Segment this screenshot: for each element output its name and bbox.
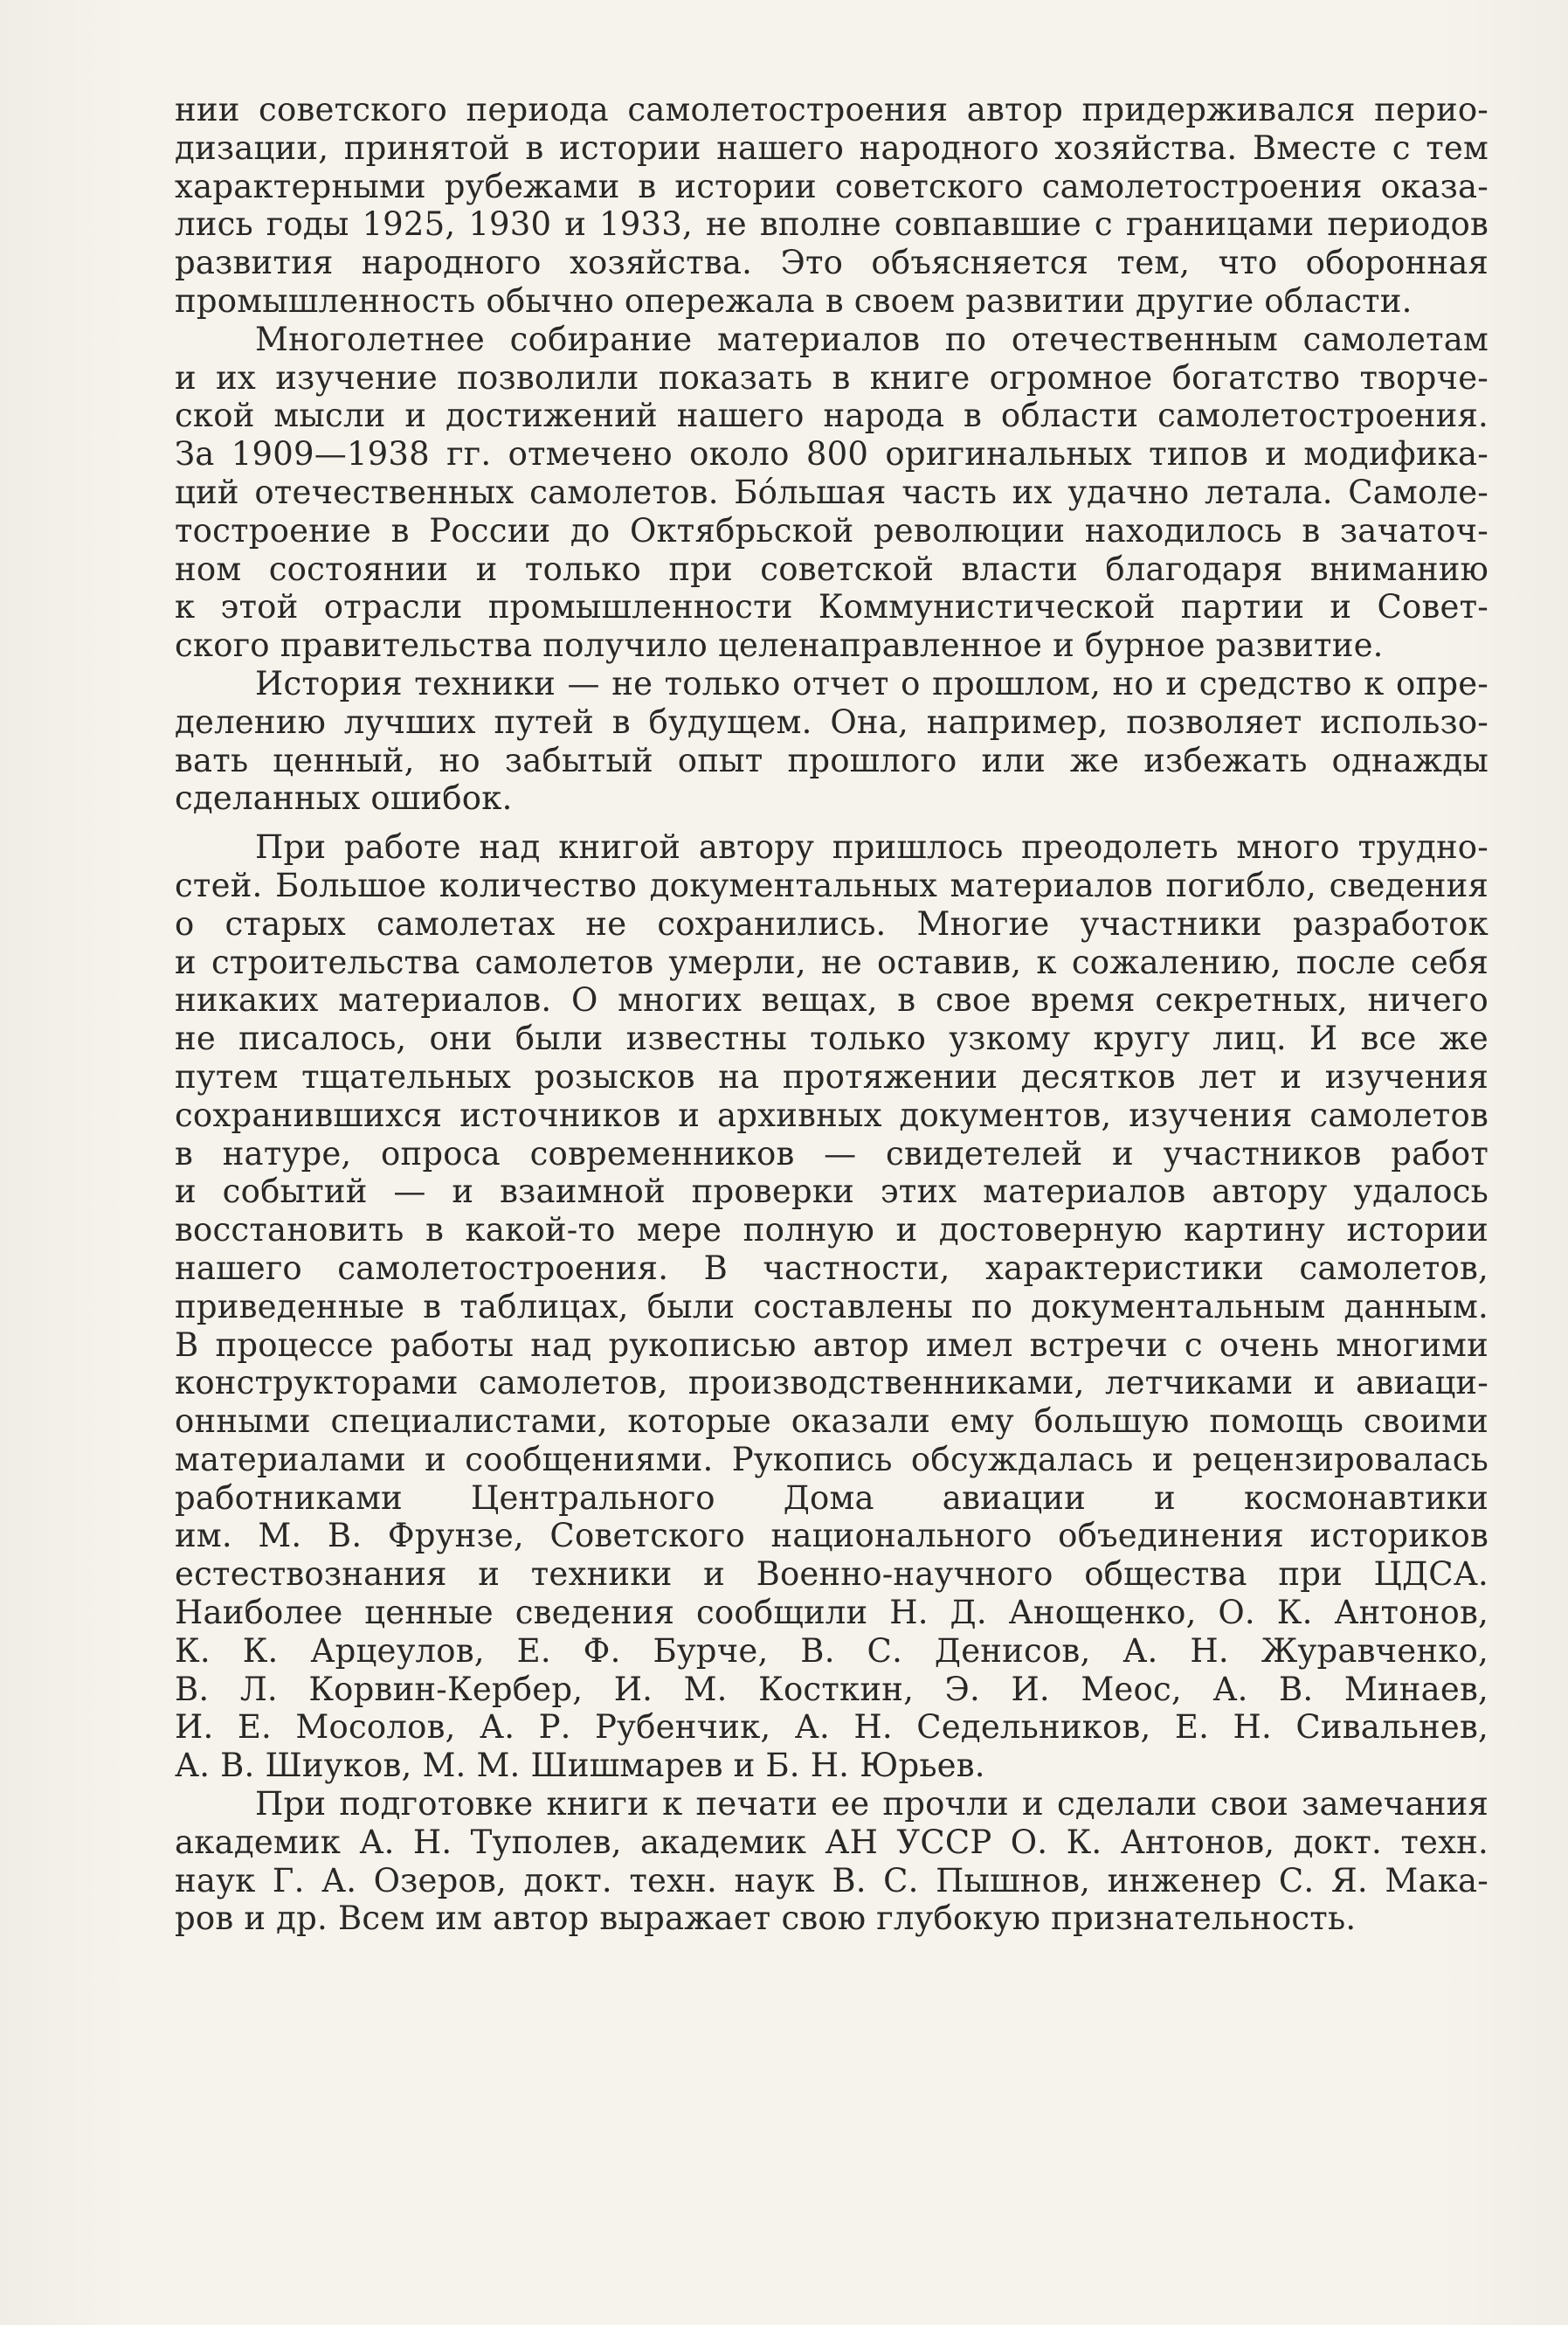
text-line: ского правительства получило целенаправленное и бурное развитие. [175, 626, 1384, 665]
paragraph [175, 665, 1489, 818]
text-line: онными специалистами, которые оказали ему большую помощь своими [175, 1402, 1489, 1441]
text-line: характерными рубежами в истории советского самолетостроения оказа- [175, 167, 1489, 205]
text-line: приведенные в таблицах, были составлены по документальным данным. [175, 1287, 1489, 1325]
text-line: вать ценный, но забытый опыт прошлого или же избежать однажды [175, 741, 1489, 779]
text-line: А. В. Шиуков, М. М. Шишмарев и Б. Н. Юрьев. [175, 1747, 985, 1785]
text-line: В. Л. Корвин-Кербер, И. М. Косткин, Э. И. Меос, А. В. Минаев, [175, 1670, 1489, 1708]
text-line: сохранившихся источников и архивных документов, изучения самолетов [175, 1096, 1489, 1134]
text-line: никаких материалов. О многих вещах, в свое время секретных, ничего [175, 981, 1489, 1020]
text-line: К. К. Арцеулов, Е. Ф. Бурче, В. С. Денисов, А. Н. Журавченко, [175, 1631, 1489, 1670]
text-line: работниками Центрального Дома авиации и космонавтики [175, 1478, 1489, 1517]
paragraph [175, 321, 1489, 665]
text-line: материалами и сообщениями. Рукопись обсуждалась и рецензировалась [175, 1440, 1489, 1478]
text-line: ской мысли и достижений нашего народа в области самолетостроения. [175, 397, 1489, 435]
paragraph [175, 1785, 1489, 1938]
text-line: За 1909—1938 гг. отмечено около 800 оригинальных типов и модифика- [175, 435, 1489, 474]
body-text [175, 91, 1489, 1938]
text-line: нашего самолетостроения. В частности, характеристики самолетов, [175, 1249, 1489, 1287]
text-line: стей. Большое количество документальных материалов погибло, сведения [175, 866, 1489, 904]
text-line: восстановить в какой-то мере полную и достоверную картину истории [175, 1211, 1489, 1249]
text-line: промышленность обычно опережала в своем развитии другие области. [175, 281, 1413, 320]
text-line: В процессе работы над рукописью автор имел встречи с очень многими [175, 1325, 1489, 1364]
text-line: конструкторами самолетов, производственниками, летчиками и авиаци- [175, 1364, 1489, 1402]
text-line: дизации, принятой в истории нашего народного хозяйства. Вместе с тем [175, 128, 1489, 167]
text-line: История техники — не только отчет о прошлом, но и средство к опре- [255, 664, 1489, 702]
text-line: сделанных ошибок. [175, 779, 513, 818]
paragraph [175, 91, 1489, 321]
text-line: нии советского периода самолетостроения автор придерживался перио- [175, 91, 1489, 128]
text-line: делению лучших путей в будущем. Она, например, позволяет использо- [175, 702, 1489, 741]
text-line: о старых самолетах не сохранились. Многие участники разработок [175, 904, 1489, 943]
paragraph [175, 828, 1489, 1785]
text-line: естествознания и техники и Военно-научного общества при ЦДСА. [175, 1555, 1489, 1594]
text-line: И. Е. Мосолов, А. Р. Рубенчик, А. Н. Седельников, Е. Н. Сивальнев, [175, 1708, 1489, 1747]
text-line: не писалось, они были известны только узкому кругу лиц. И все же [175, 1020, 1489, 1058]
text-line: академик А. Н. Туполев, академик АН УССР О. К. Антонов, докт. техн. [175, 1823, 1489, 1861]
text-line: развития народного хозяйства. Это объясняется тем, что оборонная [175, 244, 1489, 282]
text-line: При подготовке книги к печати ее прочли и сделали свои замечания [255, 1785, 1489, 1823]
text-line: им. М. В. Фрунзе, Советского национального объединения историков [175, 1517, 1489, 1555]
text-line: ций отечественных самолетов. Бо́льшая часть их удачно летала. Самоле- [175, 473, 1489, 511]
text-line: При работе над книгой автору пришлось преодолеть много трудно- [255, 828, 1489, 867]
text-line: ном состоянии и только при советской власти благодаря вниманию [175, 550, 1489, 588]
text-line: Наиболее ценные сведения сообщили Н. Д. Анощенко, О. К. Антонов, [175, 1594, 1489, 1632]
text-line: Многолетнее собирание материалов по отечественным самолетам [255, 320, 1489, 358]
text-line: и строительства самолетов умерли, не оставив, к сожалению, после себя [175, 943, 1489, 981]
text-line: ров и др. Всем им автор выражает свою глубокую признательность. [175, 1899, 1357, 1938]
text-line: в натуре, опроса современников — свидетелей и участников работ [175, 1134, 1489, 1173]
text-line: путем тщательных розысков на протяжении десятков лет и изучения [175, 1057, 1489, 1096]
text-line: к этой отрасли промышленности Коммунистической партии и Совет- [175, 588, 1489, 626]
text-line: тостроение в России до Октябрьской революции находилось в зачаточ- [175, 511, 1489, 550]
text-line: лись годы 1925, 1930 и 1933, не вполне совпавшие с границами периодов [175, 205, 1489, 244]
text-line: наук Г. А. Озеров, докт. техн. наук В. С. Пышнов, инженер С. Я. Мака- [175, 1861, 1489, 1899]
text-line: и их изучение позволили показать в книге огромное богатство творче- [175, 358, 1489, 397]
paragraph-gap [175, 818, 1489, 828]
text-line: и событий — и взаимной проверки этих материалов автору удалось [175, 1173, 1489, 1211]
